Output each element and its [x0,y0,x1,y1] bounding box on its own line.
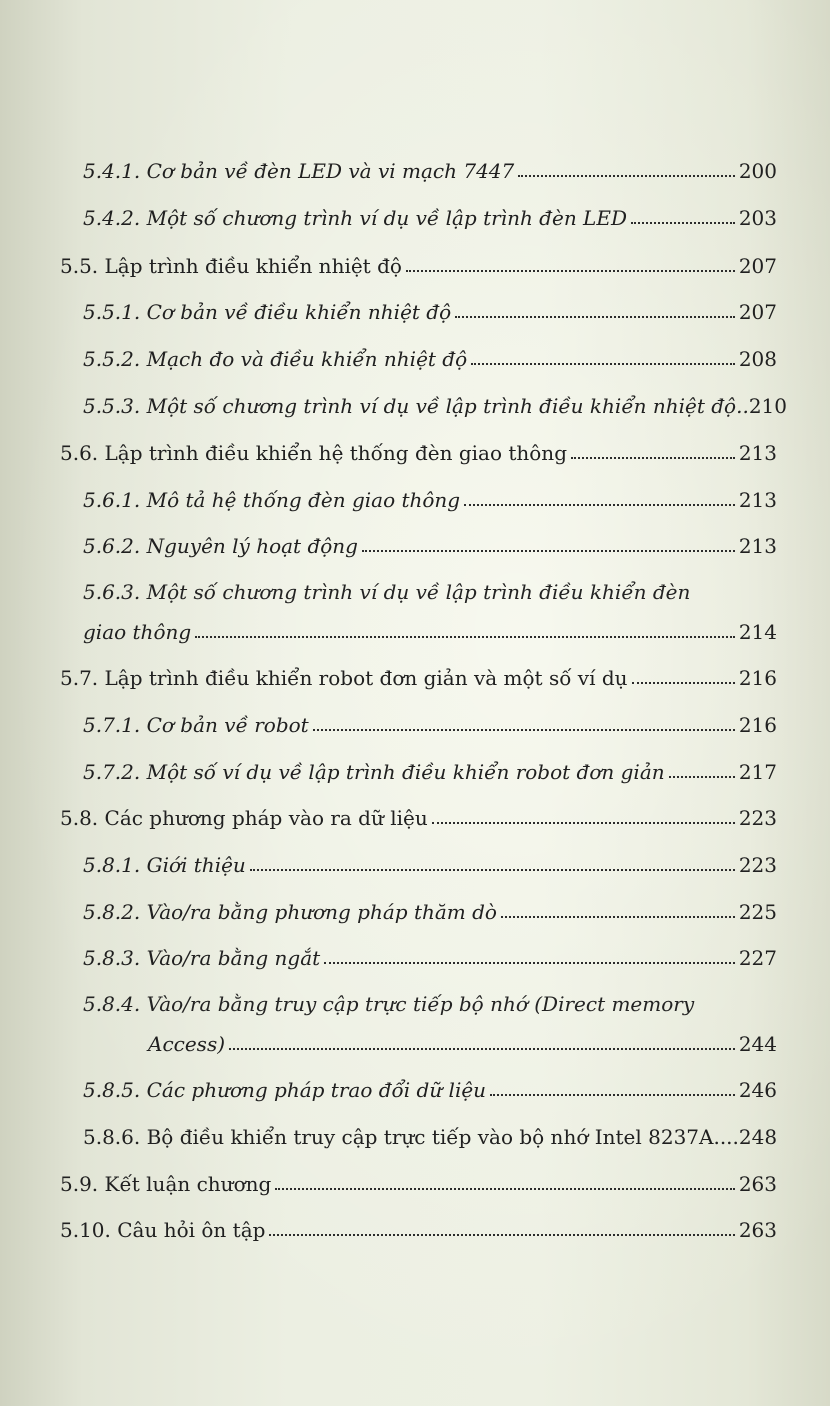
toc-entry-label: 5.5. Lập trình điều khiển nhiệt độ [60,254,402,278]
toc-entry-5-8-4-line2 [148,1032,777,1056]
toc-entry-5-9 [60,1172,777,1196]
toc-entry-5-5-2 [83,347,777,371]
toc-entry-label: 5.7.1. Cơ bản về robot [83,713,309,737]
toc-entry-label: 5.7. Lập trình điều khiển robot đơn giản và một số ví dụ [60,666,628,690]
toc-entry-label: 5.5.3. Một số chương trình ví dụ về lập trình điều khiển nhiệt độ.. [83,394,749,418]
toc-page-number: 223 [738,806,777,830]
dot-leader [229,1048,735,1050]
toc-entry-label: 5.6.2. Nguyên lý hoạt động [83,534,358,558]
toc-page-number: 214 [738,620,777,644]
toc-entry-label: 5.8.5. Các phương pháp trao đổi dữ liệu [83,1078,487,1102]
dot-leader [250,869,735,871]
toc-entry-5-7 [60,666,777,690]
toc-page-number: 203 [738,206,777,230]
toc-entry-5-8-2 [83,900,777,924]
dot-leader [455,316,735,318]
toc-page-number: 223 [738,853,777,877]
toc-page-number: 244 [738,1032,777,1056]
toc-page-number: 248 [738,1125,778,1149]
toc-entry-5-8-1 [83,853,777,877]
toc-entry-5-10 [60,1218,777,1242]
toc-entry-label: 5.6. Lập trình điều khiển hệ thống đèn giao thông [60,441,567,465]
dot-leader [669,776,735,778]
toc-page-number: 225 [738,900,777,924]
dot-leader [269,1234,734,1236]
toc-page-number: 216 [738,713,777,737]
toc-entry-label: 5.8.2. Vào/ra bằng phương pháp thăm dò [83,900,497,924]
toc-page-number: 213 [738,534,777,558]
dot-leader [501,916,735,918]
dot-leader [432,822,735,824]
toc-entry-label: 5.4.2. Một số chương trình ví dụ về lập trình đèn LED [83,206,627,230]
dot-leader [195,636,735,638]
toc-entry-5-8 [60,806,777,830]
toc-entry-label: 5.6.1. Mô tả hệ thống đèn giao thông [83,488,461,512]
dot-leader [471,363,735,365]
toc-entry-label: 5.8. Các phương pháp vào ra dữ liệu [60,806,428,830]
toc-entry-label: giao thông [83,620,192,644]
toc-entry-5-6 [60,441,777,465]
toc-entry-label: 5.5.2. Mạch đo và điều khiển nhiệt độ [83,347,468,371]
toc-entry-5-8-4-line1: 5.8.4. Vào/ra bằng truy cập trực tiếp bộ nhớ (Direct memory [83,992,695,1016]
dot-leader [406,270,735,272]
dot-leader [275,1188,735,1190]
toc-page-number: 213 [738,488,777,512]
dot-leader [362,550,735,552]
toc-page-number: 208 [738,347,777,371]
toc-entry-5-4-1 [83,159,777,183]
toc-entry-5-7-1 [83,713,777,737]
toc-entry-5-6-3-line1: 5.6.3. Một số chương trình ví dụ về lập trình điều khiển đèn [83,580,691,604]
toc-page-number: 263 [738,1218,777,1242]
toc-entry-label: 5.8.1. Giới thiệu [83,853,246,877]
toc-page-number: 227 [738,946,777,970]
toc-entry-label: Access) [148,1032,226,1056]
toc-page-number: 210 [748,394,787,418]
toc-entry-5-5-1 [83,300,777,324]
toc-entry-label: 5.8.3. Vào/ra bằng ngắt [83,946,321,970]
toc-page-number: 263 [738,1172,777,1196]
toc-entry-5-6-3-line2 [83,620,777,644]
dot-leader [490,1094,735,1096]
toc-entry-5-8-5 [83,1078,777,1102]
toc-entry-label: 5.7.2. Một số ví dụ về lập trình điều khiển robot đơn giản [83,760,665,784]
toc-entry-5-6-2 [83,534,777,558]
dot-leader [632,682,735,684]
toc-entry-5-7-2 [83,760,777,784]
toc-entry-label: 5.8.6. Bộ điều khiển truy cập trực tiếp vào bộ nhớ Intel 8237A.... [83,1125,739,1149]
toc-page-number: 213 [738,441,777,465]
toc-page-number: 217 [738,760,777,784]
toc-entry-5-8-6 [83,1125,777,1149]
toc-entry-5-4-2 [83,206,777,230]
toc-page-number: 207 [738,300,777,324]
toc-entry-label: 5.10. Câu hỏi ôn tập [60,1218,266,1242]
dot-leader [631,222,735,224]
toc-entry-label: 5.4.1. Cơ bản về đèn LED và vi mạch 7447 [83,159,515,183]
toc-entry-label: 5.9. Kết luận chương [60,1172,272,1196]
dot-leader [518,175,735,177]
dot-leader [313,729,735,731]
toc-page-number: 207 [738,254,777,278]
toc-entry-5-5-3 [83,394,787,418]
dot-leader [324,962,735,964]
toc-entry-5-8-3 [83,946,777,970]
dot-leader [464,504,735,506]
toc-page-number: 200 [738,159,777,183]
toc-entry-5-5 [60,254,777,278]
toc-entry-label: 5.5.1. Cơ bản về điều khiển nhiệt độ [83,300,452,324]
toc-entry-5-6-1 [83,488,777,512]
dot-leader [571,457,735,459]
toc-page-number: 216 [738,666,777,690]
toc-page-number: 246 [738,1078,777,1102]
